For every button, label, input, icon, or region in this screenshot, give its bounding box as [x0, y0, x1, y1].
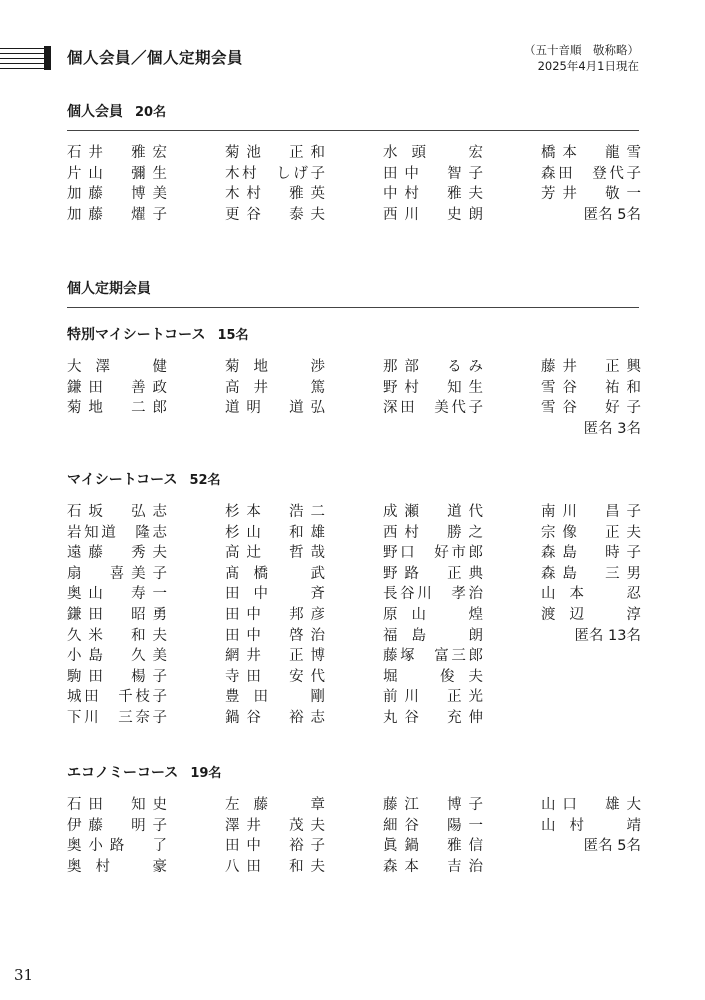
member-name: 西村 勝之 — [383, 524, 483, 541]
member-name: 田中 裕子 — [225, 838, 325, 855]
names-grid — [67, 357, 639, 439]
member-name: 石坂 弘志 — [67, 504, 167, 520]
member-name: 網井 正博 — [225, 648, 325, 665]
course-heading — [67, 763, 639, 783]
member-name: 雪谷 好子 — [541, 400, 641, 417]
member-name: 菊地 渉 — [225, 359, 325, 375]
member-name: 石井 雅宏 — [67, 145, 167, 161]
member-name: 森本 吉治 — [383, 858, 483, 875]
course-heading — [67, 470, 639, 490]
member-name: 長谷川 孝治 — [383, 586, 483, 603]
order-note: （五十音順 敬称略） — [524, 43, 639, 57]
member-name: 髙橋 武 — [225, 565, 325, 582]
member-name: 大澤 健 — [67, 359, 167, 375]
header-decoration — [0, 46, 52, 70]
member-name: 片山 彌生 — [67, 165, 167, 182]
my-seat-course-section — [67, 470, 639, 729]
member-name: 細谷 陽一 — [383, 817, 483, 834]
member-name: 石田 知史 — [67, 797, 167, 813]
anonymous-count: 匿名 5名 — [583, 206, 641, 223]
member-name: 橋本 龍雪 — [541, 145, 641, 161]
member-name: 八田 和夫 — [225, 858, 325, 875]
member-name: 森田 登代子 — [541, 165, 641, 182]
member-name: 森島 三男 — [541, 565, 641, 582]
member-name: 木村 雅英 — [225, 186, 325, 203]
member-name: 奥村 豪 — [67, 858, 167, 875]
course-title: 特別マイシートコース — [67, 327, 206, 343]
section-title: 個人定期会員 — [67, 281, 151, 297]
course-title: マイシートコース — [67, 472, 178, 488]
course-heading — [67, 325, 639, 345]
member-name: 小島 久美 — [67, 648, 167, 665]
member-name: 南川 昌子 — [541, 504, 641, 520]
member-name: 藤塚 富三郎 — [383, 648, 483, 665]
member-name: 渡辺 淳 — [541, 606, 641, 623]
member-name: 鍋谷 裕志 — [225, 709, 325, 726]
member-name: 成瀬 道代 — [383, 504, 483, 520]
member-name: 中村 雅夫 — [383, 186, 483, 203]
names-grid — [67, 502, 639, 729]
member-name: 菊地 二郎 — [67, 400, 167, 417]
anonymous-count: 匿名 5名 — [583, 838, 641, 855]
course-title: エコノミーコース — [67, 765, 179, 781]
member-name: 田中 智子 — [383, 165, 483, 182]
member-name: 駒田 楊子 — [67, 668, 167, 685]
member-name: 丸谷 充伸 — [383, 709, 483, 726]
date-note: 2025年4月1日現在 — [537, 59, 639, 73]
member-name: 芳井 敬一 — [541, 186, 641, 203]
section-heading — [67, 279, 639, 299]
page-title: 個人会員／個人定期会員 — [67, 49, 244, 67]
member-name: 田中 邦彦 — [225, 606, 325, 623]
member-count: 15名 — [217, 328, 249, 343]
anonymous-count: 匿名 13名 — [574, 627, 641, 644]
member-name: 奥小路 了 — [67, 838, 167, 855]
member-name: 山村 靖 — [541, 817, 641, 834]
member-name: 雪谷 祐和 — [541, 379, 641, 396]
member-name: 田中 啓治 — [225, 627, 325, 644]
member-name: 山本 忍 — [541, 586, 641, 603]
member-name: 山口 雄大 — [541, 797, 641, 813]
member-name: 岩知道 隆志 — [67, 524, 167, 541]
member-name: 豊田 剛 — [225, 689, 325, 706]
empty-cell — [541, 687, 641, 708]
member-name: 鎌田 昭勇 — [67, 606, 167, 623]
member-name: 杉本 浩二 — [225, 504, 325, 520]
subscription-members-section — [67, 279, 639, 308]
member-name: 高井 篤 — [225, 379, 325, 396]
member-name: 野路 正典 — [383, 565, 483, 582]
member-name: 田中 斉 — [225, 586, 325, 603]
member-name: 加藤 燿子 — [67, 206, 167, 223]
member-name: 遠藤 秀夫 — [67, 545, 167, 562]
member-name: 藤井 正興 — [541, 359, 641, 375]
member-name: 杉山 和雄 — [225, 524, 325, 541]
member-name: 更谷 泰夫 — [225, 206, 325, 223]
empty-cell — [541, 708, 641, 729]
header-meta — [524, 42, 639, 74]
names-grid — [67, 143, 639, 225]
member-name: 伊藤 明子 — [67, 817, 167, 834]
member-name: 鎌田 善政 — [67, 379, 167, 396]
member-name: 水頭 宏 — [383, 145, 483, 161]
member-count: 19名 — [190, 766, 222, 781]
empty-cell — [541, 857, 641, 878]
individual-members-section — [67, 102, 639, 225]
member-name: 城田 千枝子 — [67, 689, 167, 706]
member-name: 道明 道弘 — [225, 400, 325, 417]
member-name: 前川 正光 — [383, 689, 483, 706]
member-name: 菊池 正和 — [225, 145, 325, 161]
member-name: 西川 史朗 — [383, 206, 483, 223]
member-name: 久米 和夫 — [67, 627, 167, 644]
section-heading — [67, 102, 639, 122]
member-name: 澤井 茂夫 — [225, 817, 325, 834]
special-my-seat-course-section — [67, 325, 639, 439]
member-name: 福島 朗 — [383, 627, 483, 644]
economy-course-section — [67, 763, 639, 877]
member-count: 52名 — [189, 473, 221, 488]
page-header — [0, 38, 705, 78]
member-name: 野村 知生 — [383, 379, 483, 396]
member-name: 野口 好市郎 — [383, 545, 483, 562]
member-name: 奥山 寿一 — [67, 586, 167, 603]
member-name: 原山 煌 — [383, 606, 483, 623]
member-name: 寺田 安代 — [225, 668, 325, 685]
page-number: 31 — [14, 966, 34, 984]
member-name: 森島 時子 — [541, 545, 641, 562]
member-name: 下川 三奈子 — [67, 709, 167, 726]
member-name: 左藤 章 — [225, 797, 325, 813]
section-divider — [67, 130, 639, 131]
member-name: 堀 俊夫 — [383, 668, 483, 685]
member-count: 20名 — [135, 105, 167, 120]
member-name: 木村 しげ子 — [225, 165, 325, 182]
member-name: 高辻 哲哉 — [225, 545, 325, 562]
member-name: 加藤 博美 — [67, 186, 167, 203]
member-name: 宗像 正夫 — [541, 524, 641, 541]
empty-cell — [541, 646, 641, 667]
anonymous-count: 匿名 3名 — [583, 420, 641, 437]
member-name: 眞鍋 雅信 — [383, 838, 483, 855]
member-name: 扇 喜美子 — [67, 565, 167, 582]
member-name: 藤江 博子 — [383, 797, 483, 813]
member-name: 深田 美代子 — [383, 400, 483, 417]
names-grid — [67, 795, 639, 877]
section-divider — [67, 307, 639, 308]
empty-cell — [541, 667, 641, 688]
member-name: 那部 るみ — [383, 359, 483, 375]
section-title: 個人会員 — [67, 104, 123, 120]
